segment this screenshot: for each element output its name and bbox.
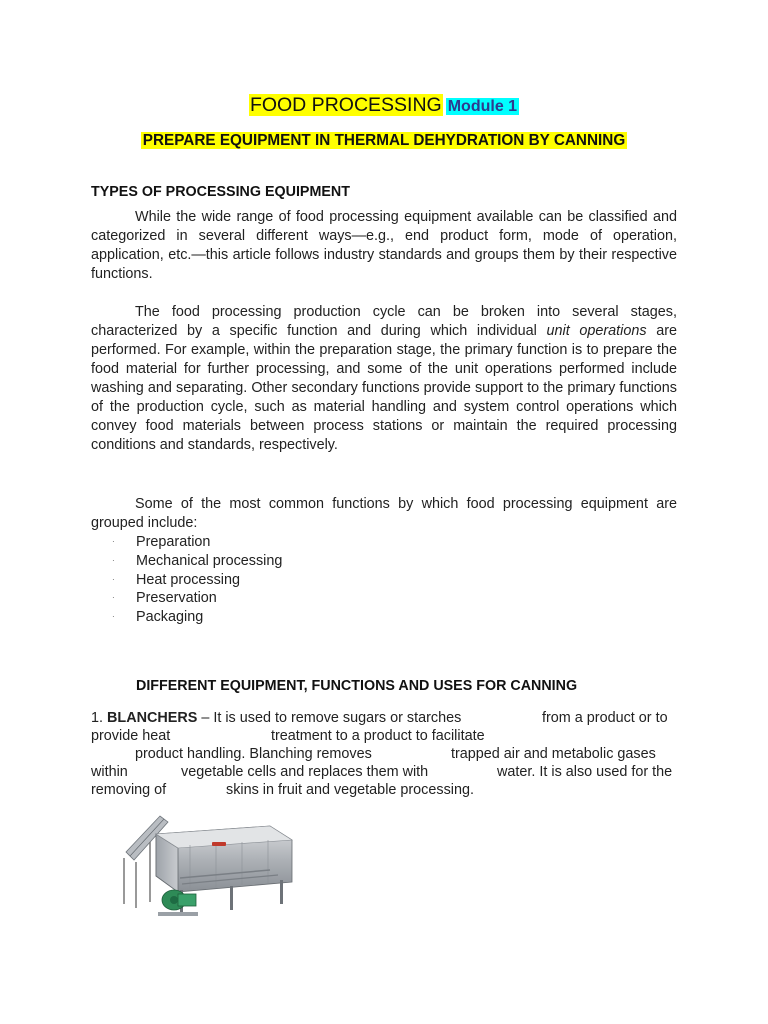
bullet-dot: · (112, 574, 115, 584)
paragraph-intro: While the wide range of food processing equipment available can be classified and categorized in several different ways—e.g., end product form, mode of operation, application, etc.—this article follows industry standards and groups them by their respective functions. (91, 209, 677, 282)
list-item (91, 589, 282, 608)
title-main: FOOD PROCESSING (249, 94, 442, 116)
bullet-dot: · (112, 537, 115, 546)
bullet-dot: · (112, 612, 115, 622)
blanchers-line-3 (91, 745, 677, 763)
blanchers-text-5a: removing of (91, 782, 167, 798)
blanchers-text-4b: vegetable cells and replaces them with (181, 764, 429, 780)
list-item-label: Preparation (136, 534, 211, 550)
blanchers-line-2 (91, 727, 677, 745)
list-item (91, 571, 282, 590)
document-subtitle (0, 130, 768, 152)
blancher-machine-image (120, 812, 296, 928)
list-item (91, 608, 282, 627)
paragraph-common-functions: Some of the most common functions by which food processing equipment are grouped include: (91, 496, 677, 531)
section-heading-canning: DIFFERENT EQUIPMENT, FUNCTIONS AND USES FOR CANNING (136, 678, 578, 694)
paragraph-production-cycle (91, 303, 677, 455)
list-item-label: Preservation (136, 590, 217, 607)
item-number: 1. (91, 710, 104, 726)
blanchers-text-3a: product handling. Blanching removes (135, 746, 372, 762)
blanchers-text-2a: provide heat (91, 728, 171, 744)
blanchers-text-1b: from a product or to (542, 710, 668, 726)
unit-operations-term: unit operations (546, 323, 647, 339)
title-module-badge: Module 1 (447, 98, 518, 115)
blanchers-text-1a: – It is used to remove sugars or starches (201, 710, 462, 726)
blanchers-text-5b: skins in fruit and vegetable processing. (226, 782, 474, 798)
list-item-label: Heat processing (136, 571, 240, 588)
paragraph-production-cycle-end: are performed. For example, within the preparation stage, the primary function is to prepare the food material for further processing, and some of the unit operations performed include washing and separating. Other secondary functions provide support to the primary functions of the production cycle, such as material handling and system control operations which convey food materials between process stations or maintain the required processing conditions and standards, respectively. (91, 323, 677, 453)
bullet-dot: · (112, 593, 115, 603)
list-item-label: Mechanical processing (136, 552, 283, 569)
subtitle-text: PREPARE EQUIPMENT IN THERMAL DEHYDRATION BY CANNING (142, 132, 626, 149)
blanchers-text-4c: water. It is also used for the (497, 764, 673, 780)
list-item-label: Packaging (136, 609, 204, 626)
blanchers-line-4 (91, 763, 677, 781)
paragraph-production-cycle-start: The food processing production cycle can be broken into several stages, characterized by a specific function and during which individual (91, 304, 677, 339)
function-list (91, 533, 282, 627)
blanchers-text-3b: trapped air and metabolic gases (451, 746, 656, 762)
item-name-blanchers: BLANCHERS (107, 710, 198, 726)
blanchers-line-1 (91, 709, 677, 727)
blanchers-text-2b: treatment to a product to facilitate (271, 728, 485, 744)
list-item (91, 552, 282, 571)
section-heading-types: TYPES OF PROCESSING EQUIPMENT (91, 184, 350, 200)
blanchers-text-4a: within (91, 764, 128, 780)
blanchers-line-5 (91, 781, 677, 799)
list-item (91, 533, 282, 552)
bullet-dot: · (112, 555, 115, 565)
document-title (0, 93, 768, 119)
blanchers-intro (91, 709, 461, 727)
